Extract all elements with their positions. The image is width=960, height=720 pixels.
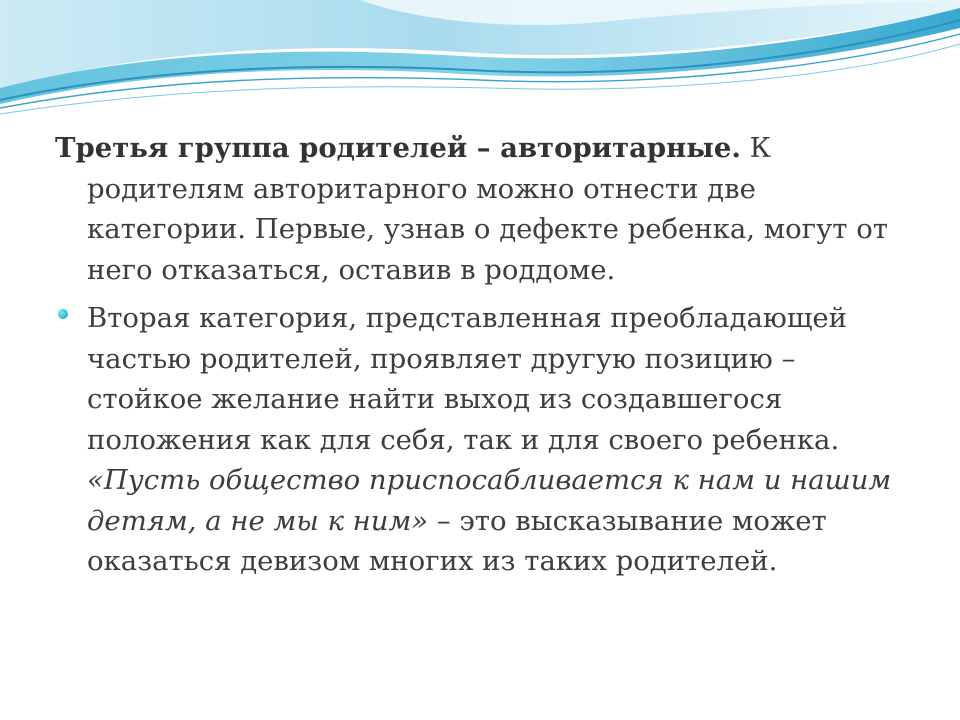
paragraph-text: К родителям авторитарного можно отнести две категории. Первые, узнав о дефекте ребенка, могут от него отказаться, оставив в роддоме. xyxy=(87,132,888,286)
paragraph-authoritarian-parents xyxy=(55,128,915,290)
bullet-paragraph-second-category xyxy=(55,298,915,582)
wave-header-decoration xyxy=(0,0,960,130)
paragraph-text: Вторая категория, представленная преобладающей частью родителей, проявляет другую позицию – стойкое желание найти выход из создавшегося положения как для себя, так и для своего ребенка. xyxy=(87,302,848,456)
quote-text: «Пусть общество приспосабливается к нам и нашим детям, а не мы к ним» xyxy=(87,464,892,537)
slide-body xyxy=(55,128,915,582)
bullet-dot-icon xyxy=(58,309,68,319)
paragraph-heading-bold: Третья группа родителей – авторитарные. xyxy=(55,132,741,164)
paragraph-text-end: – это высказывание может оказаться девизом многих из таких родителей. xyxy=(87,504,827,577)
